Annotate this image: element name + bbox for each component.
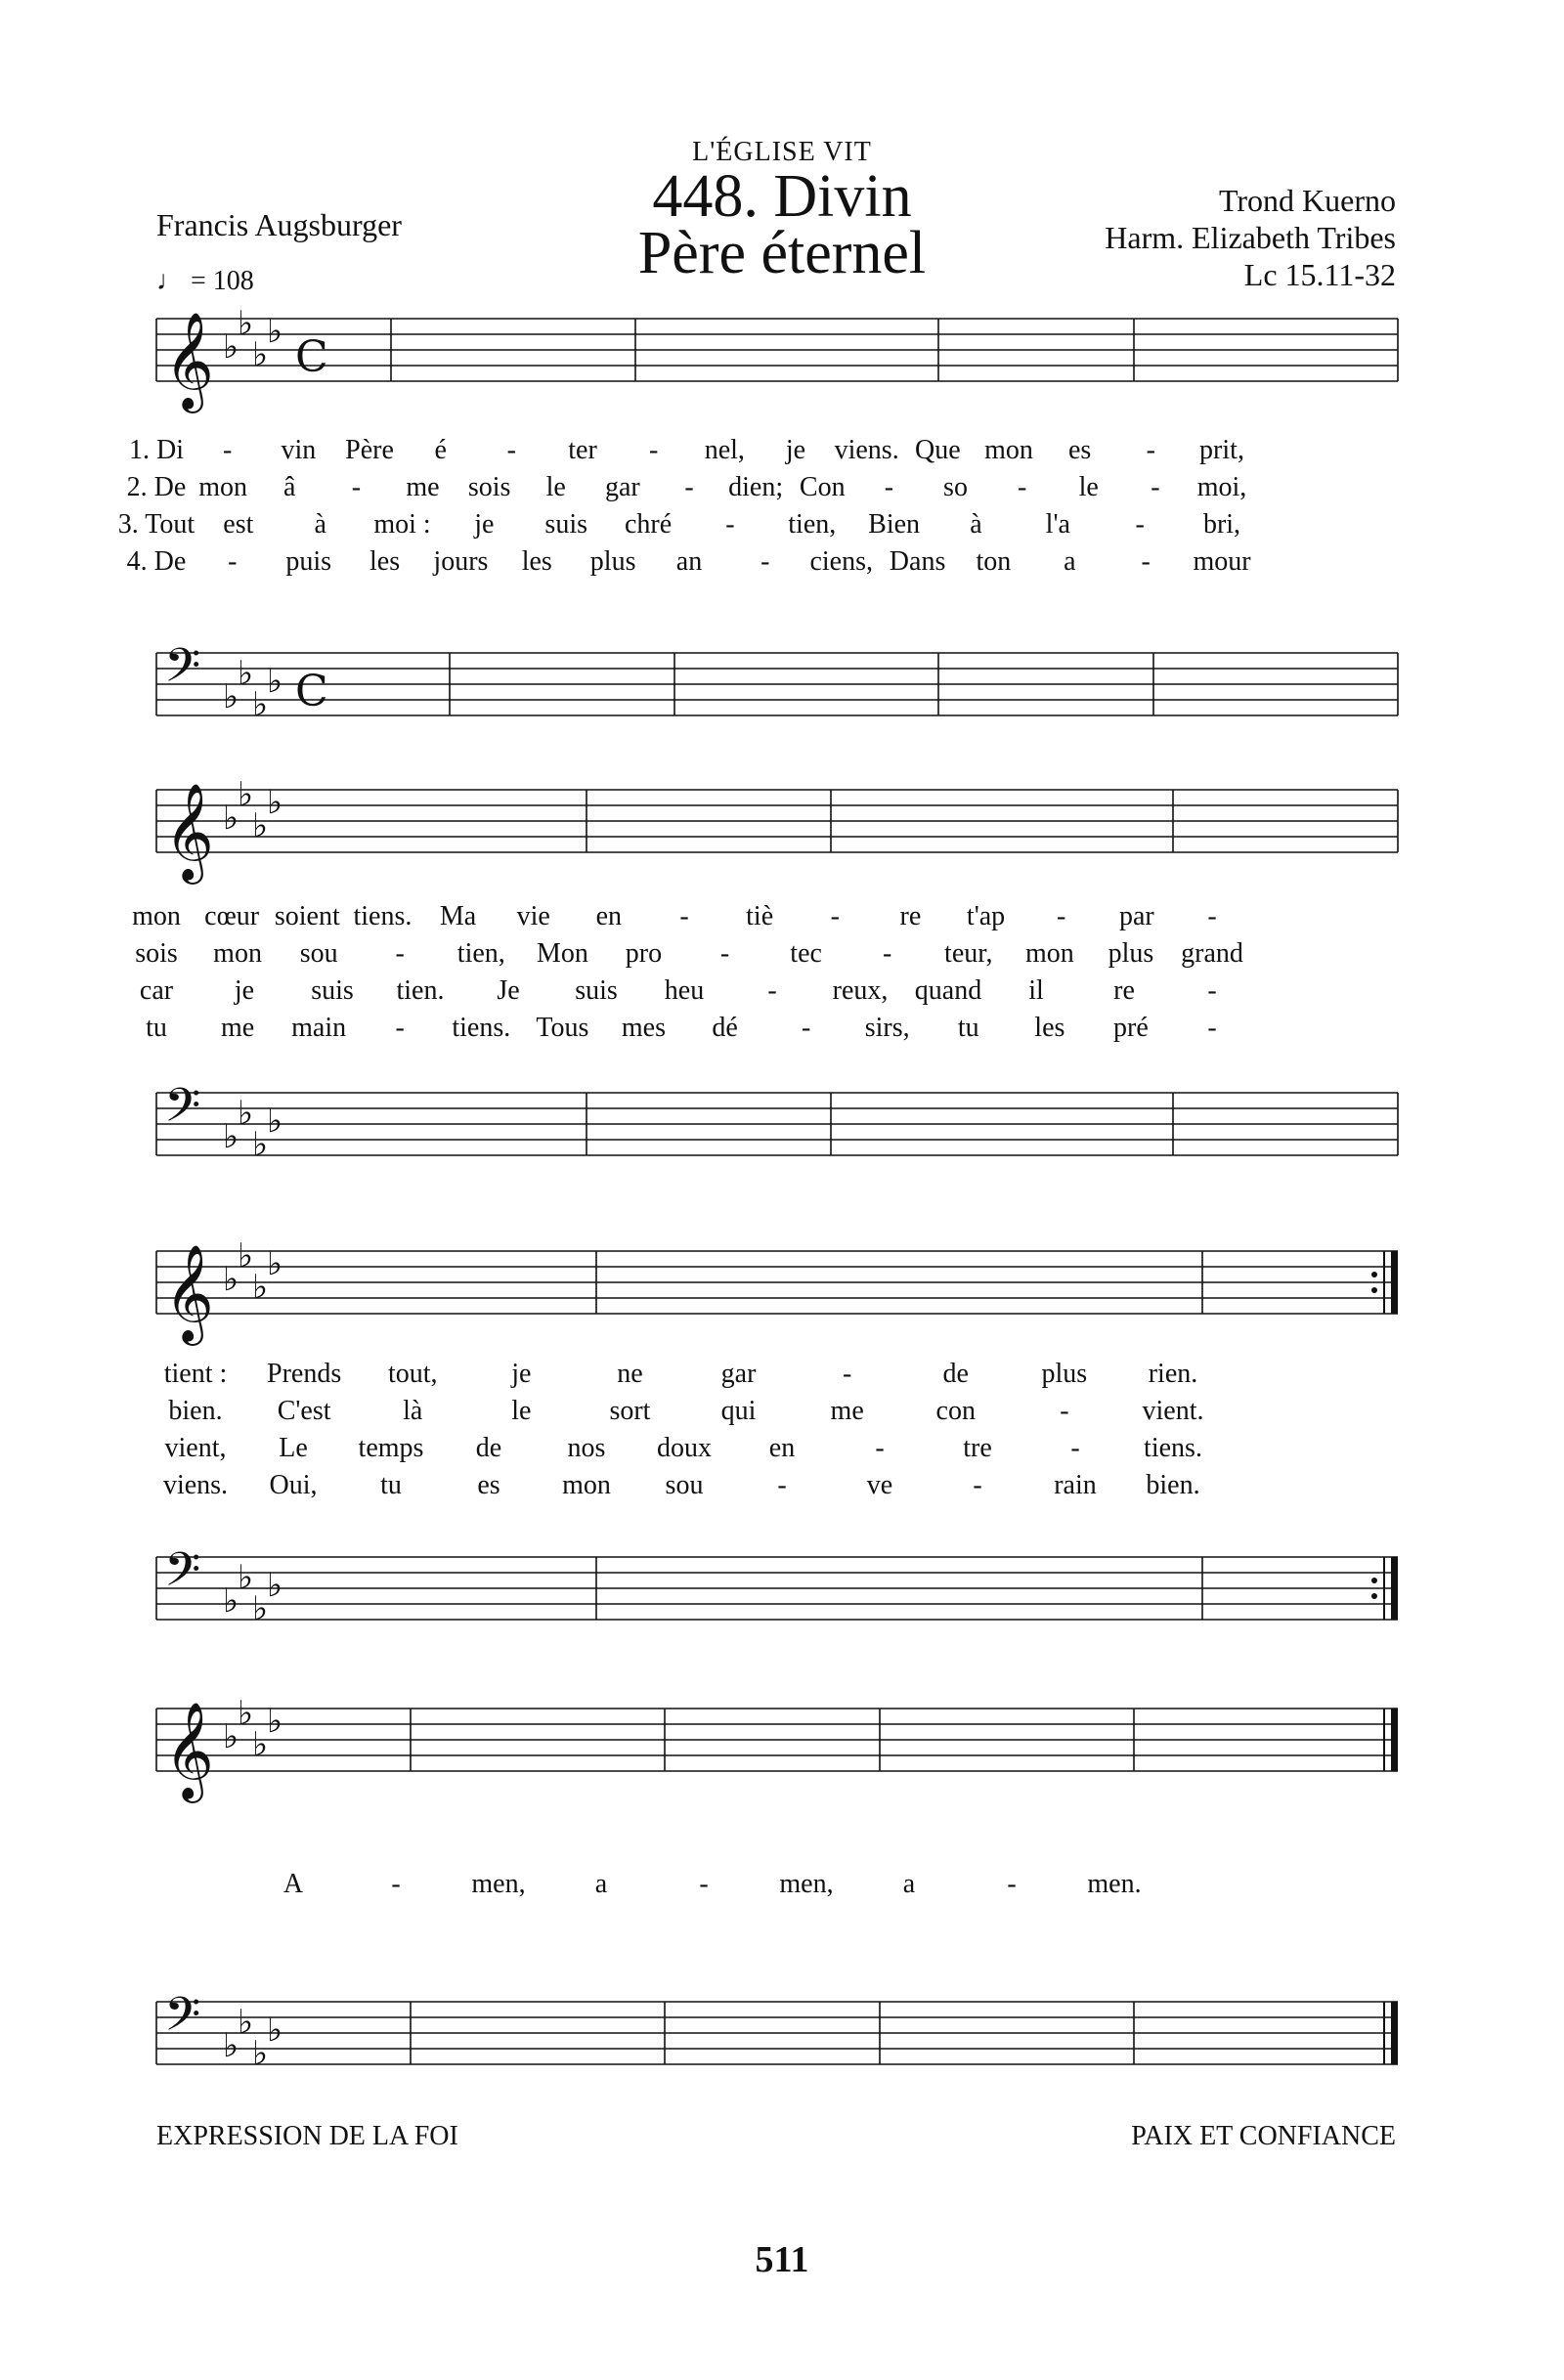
treble-staff-1 xyxy=(156,304,1398,410)
lyric-syllable: en xyxy=(768,1433,796,1463)
lyric-syllable: - xyxy=(351,472,362,502)
lyric-syllable: A xyxy=(282,1869,304,1899)
lyric-syllable: puis xyxy=(285,546,332,577)
lyric-syllable: à xyxy=(314,509,326,540)
lyric-syllable: 3. Tout xyxy=(117,509,196,540)
lyric-syllable: les xyxy=(369,546,401,577)
lyric-syllable: je xyxy=(785,435,806,465)
flat-sign: ♭ xyxy=(252,2034,269,2073)
lyric-syllable: vin xyxy=(281,435,317,465)
lyric-syllable: mon xyxy=(562,1470,611,1500)
lyric-syllable: re xyxy=(1113,975,1135,1006)
flat-sign: ♭ xyxy=(252,806,269,845)
lyric-syllable: men. xyxy=(1087,1869,1142,1899)
lyric-syllable: tiens. xyxy=(1144,1433,1202,1463)
lyric-syllable: - xyxy=(1007,1869,1017,1899)
lyric-syllable: 4. De xyxy=(126,546,187,577)
scripture-reference: Lc 15.11-32 xyxy=(1243,257,1396,292)
lyric-syllable: jours xyxy=(433,546,489,577)
lyric-syllable: il xyxy=(1028,975,1044,1006)
lyric-syllable: vie xyxy=(516,901,550,931)
lyric-line xyxy=(139,975,1398,1013)
lyric-syllable: me xyxy=(406,472,440,502)
lyric-syllable: prit, xyxy=(1199,435,1244,465)
lyric-syllable: car xyxy=(139,975,174,1006)
lyric-syllable: ve xyxy=(866,1470,893,1500)
lyric-syllable: - xyxy=(684,472,694,502)
bass-staff-4 xyxy=(156,1986,1398,2073)
lyric-syllable: - xyxy=(699,1869,709,1899)
lyric-syllable: le xyxy=(511,1396,532,1426)
lyric-syllable: viens. xyxy=(834,435,899,465)
lyric-syllable: est xyxy=(223,509,254,540)
lyric-syllable: ciens, xyxy=(809,546,873,577)
final-barline xyxy=(1391,1557,1398,1620)
lyric-line xyxy=(126,472,1398,509)
lyric-line xyxy=(126,546,1398,584)
lyric-syllable: de xyxy=(475,1433,502,1463)
lyric-syllable: tre xyxy=(963,1433,992,1463)
repeat-dot xyxy=(1371,1593,1377,1599)
lyric-syllable: les xyxy=(521,546,552,577)
flat-sign: ♭ xyxy=(252,1268,269,1307)
lyric-syllable: plus xyxy=(589,546,636,577)
lyric-syllable: vient. xyxy=(1142,1396,1204,1426)
lyric-syllable: mes xyxy=(621,1013,667,1043)
lyric-syllable: - xyxy=(875,1433,885,1463)
lyric-syllable: mon xyxy=(198,472,248,502)
lyric-syllable: qui xyxy=(720,1396,757,1426)
lyric-syllable: nel, xyxy=(704,435,745,465)
lyric-syllable: C'est xyxy=(277,1396,331,1426)
treble-clef: 𝄞 xyxy=(164,312,214,410)
flat-sign: ♭ xyxy=(238,2003,254,2042)
flat-sign: ♭ xyxy=(223,677,239,716)
lyric-syllable: - xyxy=(1141,546,1151,577)
lyric-syllable: â xyxy=(283,472,296,502)
lyric-syllable: tu xyxy=(380,1470,402,1500)
lyric-line xyxy=(156,1470,1398,1507)
lyric-syllable: Oui, xyxy=(269,1470,318,1500)
lyric-syllable: le xyxy=(1078,472,1099,502)
lyric-syllable: Le xyxy=(279,1433,308,1463)
flat-sign: ♭ xyxy=(223,2026,239,2065)
lyric-syllable: - xyxy=(1135,509,1145,540)
flat-sign: ♭ xyxy=(252,685,269,724)
lyric-syllable: tien. xyxy=(396,975,445,1006)
lyric-syllable: me xyxy=(830,1396,864,1426)
lyric-syllable: viens. xyxy=(162,1470,229,1500)
lyric-syllable: - xyxy=(222,435,233,465)
lyric-syllable: suis xyxy=(311,975,354,1006)
lyric-syllable: à xyxy=(970,509,982,540)
lyric-syllable: dé xyxy=(712,1013,738,1043)
lyric-syllable: ton xyxy=(976,546,1012,577)
lyric-syllable: mon xyxy=(132,901,181,931)
lyric-syllable: main xyxy=(291,1013,347,1043)
repeat-dot xyxy=(1371,1287,1377,1293)
lyric-syllable: vient, xyxy=(164,1433,227,1463)
lyric-syllable: tiè xyxy=(746,901,774,931)
final-barline xyxy=(1391,2002,1398,2064)
flat-sign: ♭ xyxy=(238,775,254,814)
bass-clef: 𝄢 xyxy=(164,637,201,705)
lyric-syllable: je xyxy=(234,975,255,1006)
lyric-syllable: re xyxy=(899,901,922,931)
lyric-syllable: a xyxy=(594,1869,608,1899)
lyric-syllable: rien. xyxy=(1148,1359,1198,1389)
lyric-syllable: cœur xyxy=(204,901,260,931)
lyric-syllable: sois xyxy=(135,938,178,969)
lyric-line xyxy=(156,1396,1398,1433)
lyric-syllable: men, xyxy=(471,1869,526,1899)
lyric-syllable: sou xyxy=(665,1470,704,1500)
lyric-syllable: tec xyxy=(790,938,822,969)
lyric-syllable: suis xyxy=(544,509,588,540)
composer-credit: Trond Kuerno xyxy=(1218,183,1396,218)
lyric-syllable: mon xyxy=(984,435,1033,465)
lyric-syllable: - xyxy=(1207,901,1217,931)
category-right: PAIX ET CONFIANCE xyxy=(1131,2121,1396,2151)
lyric-syllable: tien, xyxy=(456,938,505,969)
harmonizer-credit: Harm. Elizabeth Tribes xyxy=(1105,220,1396,255)
flat-sign: ♭ xyxy=(223,1581,239,1621)
lyric-syllable: - xyxy=(1151,472,1160,502)
lyric-syllable: me xyxy=(220,1013,255,1043)
lyric-syllable: men, xyxy=(779,1869,834,1899)
flat-sign: ♭ xyxy=(267,312,283,351)
lyric-syllable: là xyxy=(403,1396,423,1426)
lyric-syllable: - xyxy=(973,1470,982,1500)
flat-sign: ♭ xyxy=(267,1702,283,1741)
treble-clef: 𝄞 xyxy=(164,783,214,881)
lyric-syllable: Ma xyxy=(439,901,477,931)
lyric-syllable: tu xyxy=(957,1013,979,1043)
lyric-syllable: - xyxy=(1146,435,1155,465)
lyric-syllable: tu xyxy=(146,1013,167,1043)
lyric-syllable: teur, xyxy=(944,938,993,969)
lyric-syllable: sirs, xyxy=(864,1013,910,1043)
lyric-syllable: ne xyxy=(617,1359,643,1389)
lyric-line xyxy=(156,1359,1398,1396)
lyric-syllable: le xyxy=(545,472,566,502)
treble-staff-2 xyxy=(156,775,1398,881)
lyric-syllable: - xyxy=(777,1470,787,1500)
lyric-syllable: Prends xyxy=(266,1359,342,1389)
lyric-syllable: - xyxy=(1060,1396,1069,1426)
lyric-syllable: plus xyxy=(1108,938,1154,969)
flat-sign: ♭ xyxy=(267,1244,283,1283)
lyric-syllable: Mon xyxy=(536,938,588,969)
treble-staff-3 xyxy=(156,1236,1398,1342)
flat-sign: ♭ xyxy=(238,1094,254,1133)
lyric-syllable: so xyxy=(943,472,968,502)
lyric-syllable: an xyxy=(675,546,703,577)
lyric-syllable: rain xyxy=(1054,1470,1097,1500)
hymn-title-line2: Père éternel xyxy=(637,220,927,286)
lyric-line xyxy=(146,1013,1398,1050)
lyric-syllable: - xyxy=(1070,1433,1080,1463)
bass-staff-1 xyxy=(156,637,1398,724)
lyric-syllable: Dans xyxy=(889,546,946,577)
lyric-syllable: nos xyxy=(567,1433,606,1463)
section-label: L'ÉGLISE VIT xyxy=(692,137,872,167)
lyric-syllable: en xyxy=(595,901,623,931)
lyric-syllable: bri, xyxy=(1202,509,1241,540)
lyric-syllable: tiens. xyxy=(452,1013,511,1043)
lyric-line xyxy=(129,435,1398,472)
lyric-syllable: plus xyxy=(1041,1359,1088,1389)
lyric-syllable: a xyxy=(1064,546,1076,577)
treble-staff-4 xyxy=(156,1694,1398,1799)
lyric-syllable: - xyxy=(228,546,238,577)
lyric-syllable: - xyxy=(842,1359,852,1389)
lyric-syllable: - xyxy=(1207,1013,1217,1043)
lyric-syllable: l'a xyxy=(1045,509,1070,540)
lyric-syllable: - xyxy=(1207,975,1217,1006)
lyric-syllable: dien; xyxy=(728,472,784,502)
lyric-line xyxy=(156,1433,1398,1470)
lyric-syllable: temps xyxy=(358,1433,424,1463)
lyric-line xyxy=(117,509,1398,546)
lyric-syllable: mon xyxy=(1024,938,1074,969)
lyric-syllable: pro xyxy=(625,938,663,969)
lyric-syllable: gar xyxy=(604,472,640,502)
lyric-syllable: - xyxy=(767,975,777,1006)
lyric-syllable: t'ap xyxy=(966,901,1006,931)
lyric-syllable: tient : xyxy=(163,1359,228,1389)
lyric-syllable: moi, xyxy=(1196,472,1247,502)
bass-clef: 𝄢 xyxy=(164,1077,201,1145)
lyric-syllable: - xyxy=(395,938,405,969)
final-barline xyxy=(1391,1709,1398,1771)
flat-sign: ♭ xyxy=(267,1566,283,1605)
lyric-syllable: es xyxy=(1067,435,1092,465)
treble-clef: 𝄞 xyxy=(164,1244,214,1342)
lyric-syllable: a xyxy=(902,1869,916,1899)
lyric-syllable: pré xyxy=(1113,1013,1149,1043)
lyric-syllable: tien, xyxy=(788,509,837,540)
treble-clef: 𝄞 xyxy=(164,1702,214,1799)
lyric-syllable: les xyxy=(1034,1013,1065,1043)
flat-sign: ♭ xyxy=(223,327,239,367)
flat-sign: ♭ xyxy=(252,1589,269,1628)
flat-sign: ♭ xyxy=(223,1117,239,1156)
flat-sign: ♭ xyxy=(223,799,239,838)
lyric-syllable: de xyxy=(942,1359,969,1389)
lyric-syllable: - xyxy=(719,938,730,969)
lyric-syllable: tout, xyxy=(387,1359,438,1389)
lyric-syllable: ter xyxy=(568,435,597,465)
flat-sign: ♭ xyxy=(252,1125,269,1164)
lyric-syllable: bien. xyxy=(168,1396,223,1426)
lyric-syllable: Bien xyxy=(868,509,921,540)
flat-sign: ♭ xyxy=(267,783,283,822)
lyric-syllable: suis xyxy=(575,975,618,1006)
lyric-syllable: - xyxy=(801,1013,811,1043)
flat-sign: ♭ xyxy=(252,1725,269,1764)
lyric-syllable: reux, xyxy=(832,975,889,1006)
lyric-syllable: Père xyxy=(345,435,394,465)
lyric-syllable: quand xyxy=(914,975,982,1006)
lyric-syllable: - xyxy=(1017,472,1027,502)
page-number: 511 xyxy=(755,2239,809,2280)
lyric-syllable: - xyxy=(883,938,892,969)
bass-clef: 𝄢 xyxy=(164,1986,201,2054)
final-barline xyxy=(1391,1251,1398,1314)
lyric-syllable: je xyxy=(474,509,495,540)
lyric-syllable: - xyxy=(506,435,516,465)
lyric-syllable: sort xyxy=(609,1396,651,1426)
lyric-syllable: chré xyxy=(624,509,673,540)
lyric-syllable: sou xyxy=(299,938,338,969)
lyric-syllable: grand xyxy=(1181,938,1243,969)
flat-sign: ♭ xyxy=(238,1694,254,1733)
lyric-syllable: con xyxy=(935,1396,976,1426)
lyric-syllable: 1. Di xyxy=(129,435,184,465)
flat-sign: ♭ xyxy=(223,1260,239,1299)
lyric-syllable: mon xyxy=(213,938,262,969)
lyric-syllable: - xyxy=(830,901,840,931)
lyric-syllable: heu xyxy=(664,975,705,1006)
flat-sign: ♭ xyxy=(252,335,269,374)
lyric-line xyxy=(156,1869,1398,1906)
lyric-syllable: - xyxy=(760,546,770,577)
lyric-syllable: - xyxy=(1057,901,1066,931)
bass-staff-3 xyxy=(156,1541,1398,1628)
bass-clef: 𝄢 xyxy=(164,1541,201,1609)
music-credits xyxy=(1105,182,1396,293)
lyric-syllable: moi : xyxy=(373,509,431,540)
flat-sign: ♭ xyxy=(238,1558,254,1597)
lyric-syllable: sois xyxy=(467,472,511,502)
tempo-marking: ♩ = 108 xyxy=(156,266,254,296)
lyric-syllable: Que xyxy=(915,435,961,465)
lyric-syllable: bien. xyxy=(1146,1470,1200,1500)
lyric-syllable: 2. De xyxy=(126,472,187,502)
lyric-syllable: - xyxy=(679,901,689,931)
lyric-syllable: es xyxy=(477,1470,500,1500)
lyric-syllable: - xyxy=(395,1013,405,1043)
lyric-syllable: gar xyxy=(720,1359,757,1389)
lyric-line xyxy=(135,938,1398,975)
lyric-syllable: - xyxy=(725,509,735,540)
lyric-syllable: soient xyxy=(274,901,340,931)
flat-sign: ♭ xyxy=(223,1717,239,1756)
hymn-title-line1: 448. Divin xyxy=(652,163,912,230)
lyric-syllable: - xyxy=(884,472,894,502)
repeat-dot xyxy=(1371,1272,1377,1277)
lyric-syllable: - xyxy=(391,1869,401,1899)
flat-sign: ♭ xyxy=(267,662,283,701)
flat-sign: ♭ xyxy=(238,1236,254,1276)
lyric-syllable: é xyxy=(434,435,447,465)
lyric-syllable: tiens. xyxy=(353,901,413,931)
repeat-dot xyxy=(1371,1578,1377,1583)
lyricist-credit: Francis Augsburger xyxy=(156,207,402,242)
common-time: C xyxy=(295,667,328,716)
lyric-syllable: mour xyxy=(1193,546,1251,577)
lyric-syllable: Tous xyxy=(536,1013,589,1043)
lyric-syllable: - xyxy=(648,435,659,465)
lyric-syllable: Con xyxy=(799,472,846,502)
lyric-syllable: doux xyxy=(657,1433,712,1463)
common-time: C xyxy=(295,332,328,382)
lyric-syllable: je xyxy=(511,1359,532,1389)
flat-sign: ♭ xyxy=(238,304,254,343)
flat-sign: ♭ xyxy=(238,654,254,693)
bass-staff-2 xyxy=(156,1077,1398,1164)
lyric-line xyxy=(132,901,1398,938)
flat-sign: ♭ xyxy=(267,2011,283,2050)
flat-sign: ♭ xyxy=(267,1102,283,1141)
lyric-syllable: par xyxy=(1118,901,1154,931)
category-left: EXPRESSION DE LA FOI xyxy=(156,2121,458,2151)
lyric-syllable: Je xyxy=(497,975,520,1006)
